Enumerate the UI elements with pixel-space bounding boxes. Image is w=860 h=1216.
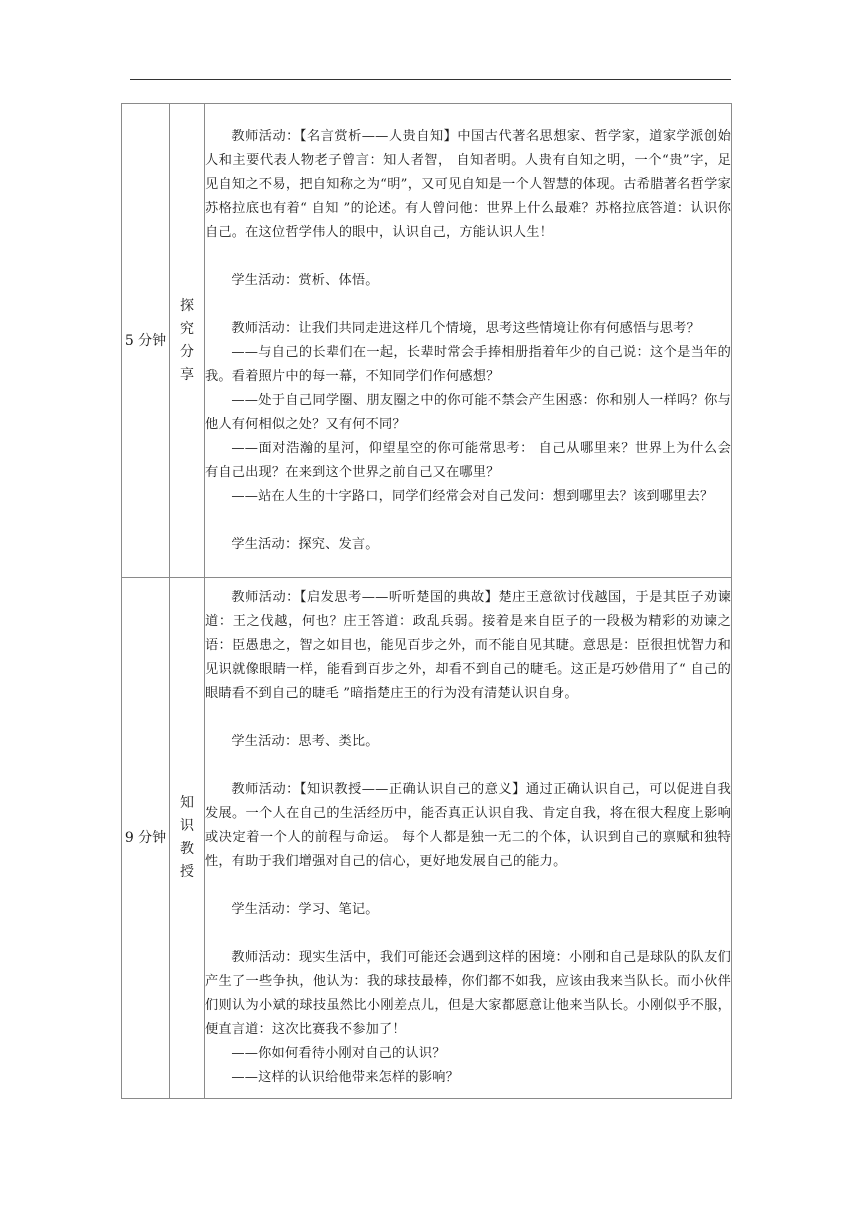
paragraph: ——你如何看待小刚对自己的认识？ — [231, 1046, 446, 1061]
time-cell: 5 分钟 — [122, 104, 170, 578]
stage-char: 究 — [180, 320, 194, 337]
stage-char: 授 — [180, 864, 194, 880]
paragraph: 教师活动：让我们共同走进这样几个情境，思考这些情境让你有何感悟与思考？ — [231, 320, 700, 336]
paragraph: 教师活动：【启发思考——听听楚国的典故】楚庄王意欲讨伐越国，于是其臣子劝谏道：王之伐越，何也？庄王答道：政乱兵弱。接着是来自臣子的一段极为精彩的劝谏之语：臣愚患之，智之如目也，能见百步之外，而不能自见其睫。意思是：臣很担忧智力和见识就像眼睛一样，能看到百步之外，却看不到自己的睫毛。这正是巧妙借用了“ 自己的眼睛看不到自己的睫毛 ”暗指楚庄王的行为没有清楚认识自身。 — [205, 590, 731, 701]
table-row — [122, 578, 732, 1099]
stage-cell — [170, 578, 205, 1099]
paragraph: ——处于自己同学圈、朋友圈之中的你可能不禁会产生困惑：你和别人一样吗？你与他人有何相似之处？又有何不同？ — [205, 392, 731, 432]
stage-char: 知 — [180, 795, 194, 811]
time-cell: 9 分钟 — [122, 578, 170, 1099]
paragraph: 教师活动：现实生活中，我们可能还会遇到这样的困境：小刚和自己是球队的队友们产生了一些争执，他认为：我的球技最棒，你们都不如我，应该由我来当队长。而小伙伴们则认为小斌的球技虽然比小刚差点儿，但是大家都愿意让他来当队长。小刚似乎不服，便直言道：这次比赛我不参加了！ — [205, 950, 731, 1037]
table-row — [122, 104, 732, 578]
stage-cell — [170, 104, 205, 578]
paragraph: 教师活动：【知识教授——正确认识自己的意义】通过正确认识自己，可以促进自我发展。一个人在自己的生活经历中，能否真正认识自我、肯定自我，将在很大程度上影响或决定着一个人的前程与命运。 每个人都是独一无二的个体，认识到自己的禀赋和独特性，有助于我们增强对自己的信心，更好地发展自己的能力。 — [205, 782, 731, 869]
paragraph: ——与自己的长辈们在一起，长辈时常会手捧相册指着年少的自己说：这个是当年的我。看着照片中的每一幕，不知同学们作何感想？ — [205, 344, 731, 384]
stage-char: 享 — [180, 366, 194, 383]
stage-char: 识 — [180, 818, 194, 834]
header-rule — [130, 79, 731, 80]
paragraph: 学生活动：赏析、体悟。 — [231, 272, 379, 288]
paragraph: 学生活动：学习、笔记。 — [231, 902, 379, 917]
paragraph: 学生活动：思考、类比。 — [231, 734, 379, 749]
paragraph: 教师活动：【名言赏析——人贵自知】中国古代著名思想家、哲学家，道家学派创始人和主要代表人物老子曾言：知人者智， 自知者明。人贵有自知之明，一个“贵”字，足见自知之不易，把自知称之为“明”，又可见自知是一个人智慧的体现。古希腊著名哲学家苏格拉底也有着“ 自知 ”的论述。有人曾问他：世界上什么最难？苏格拉底答道：认识你自己。在这位哲学伟人的眼中，认识自己，方能认识人生！ — [205, 128, 731, 240]
paragraph: ——这样的认识给他带来怎样的影响？ — [231, 1070, 459, 1085]
stage-char: 分 — [180, 343, 194, 360]
stage-char: 探 — [180, 297, 194, 314]
activity-cell — [205, 578, 732, 1099]
stage-char: 教 — [180, 841, 194, 857]
paragraph: ——站在人生的十字路口，同学们经常会对自己发问：想到哪里去？该到哪里去？ — [231, 488, 714, 504]
lesson-plan-table — [121, 103, 732, 1099]
paragraph: 学生活动：探究、发言。 — [231, 536, 379, 552]
activity-cell — [205, 104, 732, 578]
paragraph: ——面对浩瀚的星河，仰望星空的你可能常思考： 自己从哪里来？世界上为什么会有自己出现？在来到这个世界之前自己又在哪里？ — [205, 440, 731, 480]
